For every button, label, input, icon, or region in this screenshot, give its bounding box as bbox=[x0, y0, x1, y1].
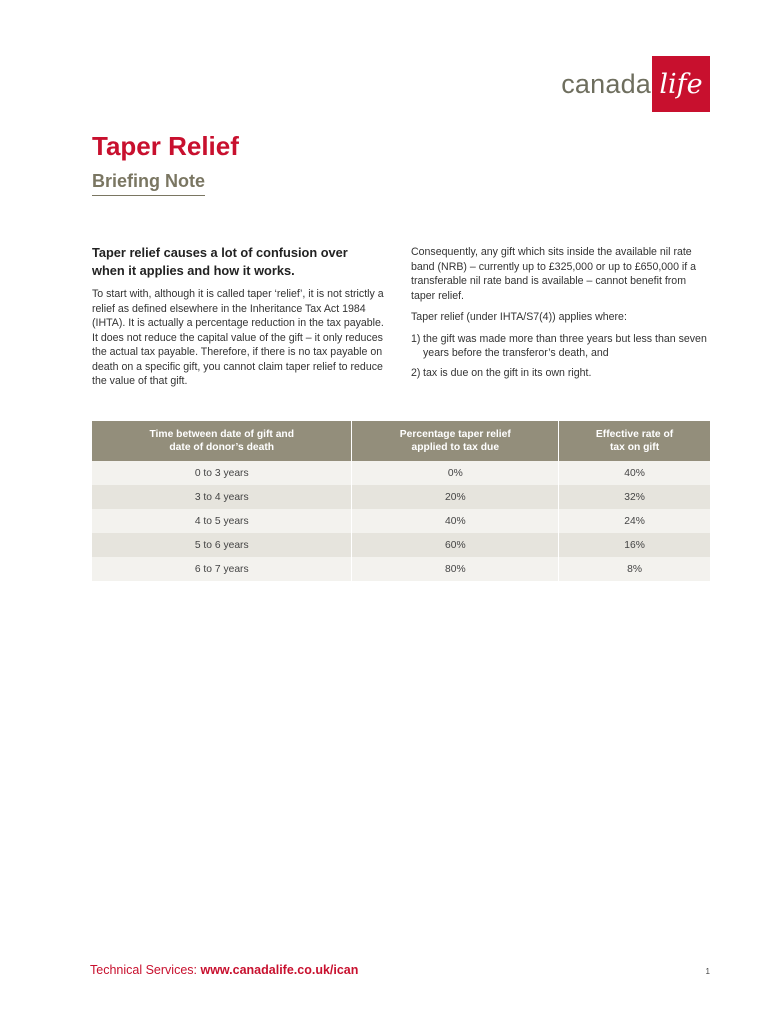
intro-paragraph: To start with, although it is called taper ‘relief’, it is not strictly a relief as defined elsewhere in the Inheritance Tax Act 1984 (IHTA). It is actually a percentage reduction in the tax payable. It does not reduce the capital value of the gift – it only reduces the actual tax payable. Therefore, if there is no tax payable on death on a specific gift, you cannot claim taper relief to reduce the value of that gift. bbox=[92, 288, 384, 387]
cell-period: 0 to 3 years bbox=[92, 461, 352, 485]
header-line: Percentage taper relief bbox=[399, 429, 511, 440]
cell-period: 5 to 6 years bbox=[92, 533, 352, 557]
cell-rate: 24% bbox=[559, 509, 710, 533]
list-item bbox=[411, 332, 711, 361]
footer-technical-services bbox=[90, 963, 358, 977]
header-line: date of donor’s death bbox=[169, 442, 275, 453]
logo-life-box: life bbox=[652, 56, 710, 112]
page-number: 1 bbox=[705, 967, 710, 976]
list-item bbox=[411, 366, 711, 381]
cell-period: 6 to 7 years bbox=[92, 557, 352, 581]
table-row bbox=[92, 485, 710, 509]
cell-rate: 8% bbox=[559, 557, 710, 581]
lead-paragraph: Taper relief causes a lot of confusion over when it applies and how it works. bbox=[92, 245, 348, 278]
header-effective-rate bbox=[559, 421, 710, 461]
header-time-between bbox=[92, 421, 352, 461]
table-header-row bbox=[92, 421, 710, 461]
table-row bbox=[92, 509, 710, 533]
list-number: 2) bbox=[411, 366, 421, 379]
page-subtitle: Briefing Note bbox=[92, 171, 205, 196]
list-text: tax is due on the gift in its own right. bbox=[423, 366, 592, 379]
cell-relief: 40% bbox=[352, 509, 559, 533]
right-column bbox=[411, 245, 711, 385]
table-row bbox=[92, 533, 710, 557]
cell-rate: 40% bbox=[559, 461, 710, 485]
header-line: tax on gift bbox=[609, 442, 660, 453]
cell-period: 4 to 5 years bbox=[92, 509, 352, 533]
cell-rate: 32% bbox=[559, 485, 710, 509]
header-percentage-relief bbox=[352, 421, 559, 461]
header-line: Time between date of gift and bbox=[149, 429, 295, 440]
logo-wordmark: canada bbox=[561, 68, 651, 99]
cell-relief: 60% bbox=[352, 533, 559, 557]
cell-relief: 80% bbox=[352, 557, 559, 581]
list-number: 1) bbox=[411, 332, 421, 345]
applies-where-paragraph: Taper relief (under IHTA/S7(4)) applies where: bbox=[411, 311, 627, 323]
cell-relief: 20% bbox=[352, 485, 559, 509]
canada-life-logo bbox=[561, 56, 710, 112]
nrb-paragraph: Consequently, any gift which sits inside the available nil rate band (NRB) – currently up to £325,000 or up to £650,000 if a transferable nil rate band is available – cannot benefit from taper relief. bbox=[411, 246, 697, 302]
footer-url-link[interactable]: www.canadalife.co.uk/ican bbox=[200, 963, 359, 977]
list-text: the gift was made more than three years but less than seven years before the transferor’s death, and bbox=[423, 332, 707, 359]
taper-relief-table bbox=[92, 421, 710, 581]
header-line: Effective rate of bbox=[595, 429, 674, 440]
footer-label: Technical Services: bbox=[90, 963, 201, 977]
cell-rate: 16% bbox=[559, 533, 710, 557]
header-line: applied to tax due bbox=[411, 442, 500, 453]
page-title: Taper Relief bbox=[92, 131, 239, 161]
table-row bbox=[92, 557, 710, 581]
cell-period: 3 to 4 years bbox=[92, 485, 352, 509]
cell-relief: 0% bbox=[352, 461, 559, 485]
table-row bbox=[92, 461, 710, 485]
left-column bbox=[92, 244, 384, 396]
